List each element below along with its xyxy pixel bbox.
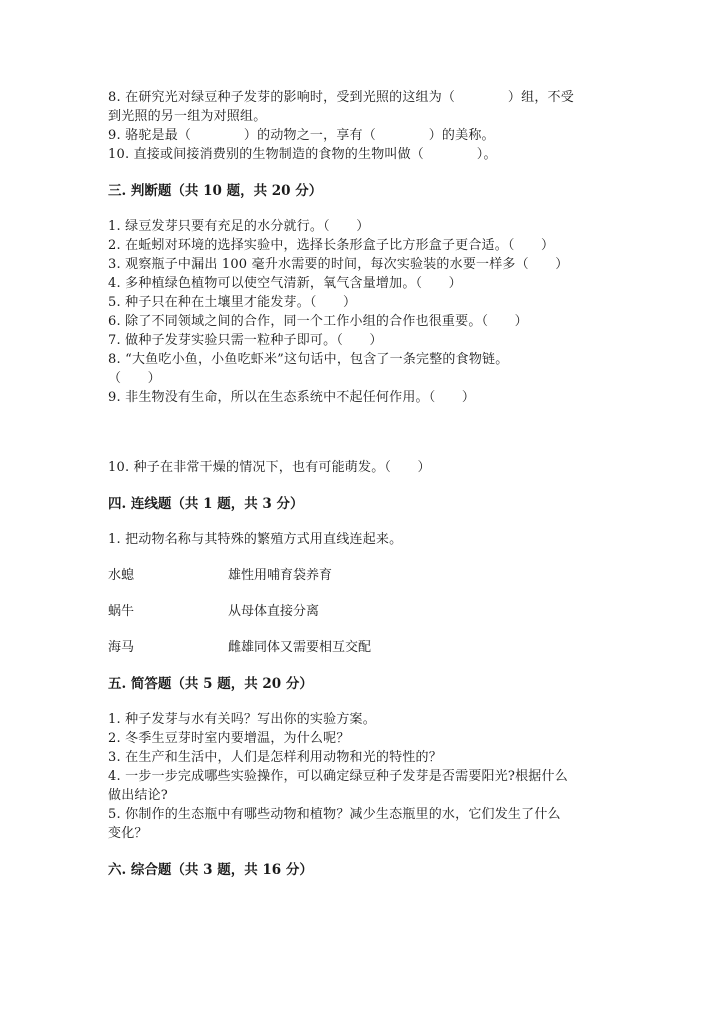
judge-item-4: 4. 多种植绿色植物可以使空气清新，氧气含量增加。（ ）	[108, 276, 462, 291]
short-answer-3: 3. 在生产和生活中，人们是怎样利用动物和光的特性的？	[108, 750, 442, 765]
judge-item-3: 3. 观察瓶子中漏出 100 毫升水需要的时间，每次实验装的水要一样多（ ）	[108, 257, 569, 272]
match-method-1: 雄性用哺育袋养育	[228, 568, 333, 583]
comprehensive-heading: 六. 综合题（共 3 题，共 16 分）	[108, 862, 313, 878]
judge-item-1: 1. 绿豆发芽只要有充足的水分就行。（ ）	[108, 219, 370, 234]
short-answer-5-line1: 5. 你制作的生态瓶中有哪些动物和植物？减少生态瓶里的水，它们发生了什么	[108, 807, 561, 822]
short-answer-1: 1. 种子发芽与水有关吗？写出你的实验方案。	[108, 712, 376, 727]
judge-heading: 三. 判断题（共 10 题，共 20 分）	[108, 183, 323, 199]
short-answer-heading: 五. 简答题（共 5 题，共 20 分）	[108, 676, 313, 692]
short-answer-2: 2. 冬季生豆芽时室内要增温，为什么呢？	[108, 731, 350, 746]
short-answer-4-line2: 做出结论?	[108, 788, 168, 803]
judge-item-10: 10. 种子在非常干燥的情况下，也有可能萌发。（ ）	[108, 460, 431, 475]
judge-item-8-paren: （ ）	[108, 371, 161, 386]
match-animal-3: 海马	[108, 640, 135, 655]
judge-item-9: 9. 非生物没有生命，所以在生态系统中不起任何作用。（ ）	[108, 390, 476, 405]
short-answer-5-line2: 变化？	[108, 826, 148, 841]
judge-item-2: 2. 在蚯蚓对环境的选择实验中，选择长条形盒子比方形盒子更合适。（ ）	[108, 238, 555, 253]
match-animal-2: 蜗牛	[108, 604, 135, 619]
fill-q9: 9. 骆驼是最（ ）的动物之一，享有（ ）的美称。	[108, 128, 495, 143]
fill-q8-line2: 到光照的另一组为对照组。	[108, 109, 267, 124]
judge-item-5: 5. 种子只在种在土壤里才能发芽。（ ）	[108, 295, 357, 310]
judge-item-7: 7. 做种子发芽实验只需一粒种子即可。（ ）	[108, 333, 383, 348]
match-animal-1: 水螅	[108, 568, 135, 583]
matching-heading: 四. 连线题（共 1 题，共 3 分）	[108, 496, 304, 512]
judge-item-8: 8. “大鱼吃小鱼，小鱼吃虾米”这句话中，包含了一条完整的食物链。	[108, 352, 509, 367]
judge-item-6: 6. 除了不同领域之间的合作，同一个工作小组的合作也很重要。（ ）	[108, 314, 528, 329]
matching-instruction: 1. 把动物名称与其特殊的繁殖方式用直线连起来。	[108, 532, 403, 547]
match-method-3: 雌雄同体又需要相互交配	[228, 640, 372, 655]
fill-q8-line1: 8. 在研究光对绿豆种子发芽的影响时，受到光照的这组为（ ）组，不受	[108, 90, 574, 105]
short-answer-4-line1: 4. 一步一步完成哪些实验操作，可以确定绿豆种子发芽是否需要阳光?根据什么	[108, 769, 568, 784]
fill-q10: 10. 直接或间接消费别的生物制造的食物的生物叫做（ ）。	[108, 147, 497, 162]
match-method-2: 从母体直接分离	[228, 604, 320, 619]
